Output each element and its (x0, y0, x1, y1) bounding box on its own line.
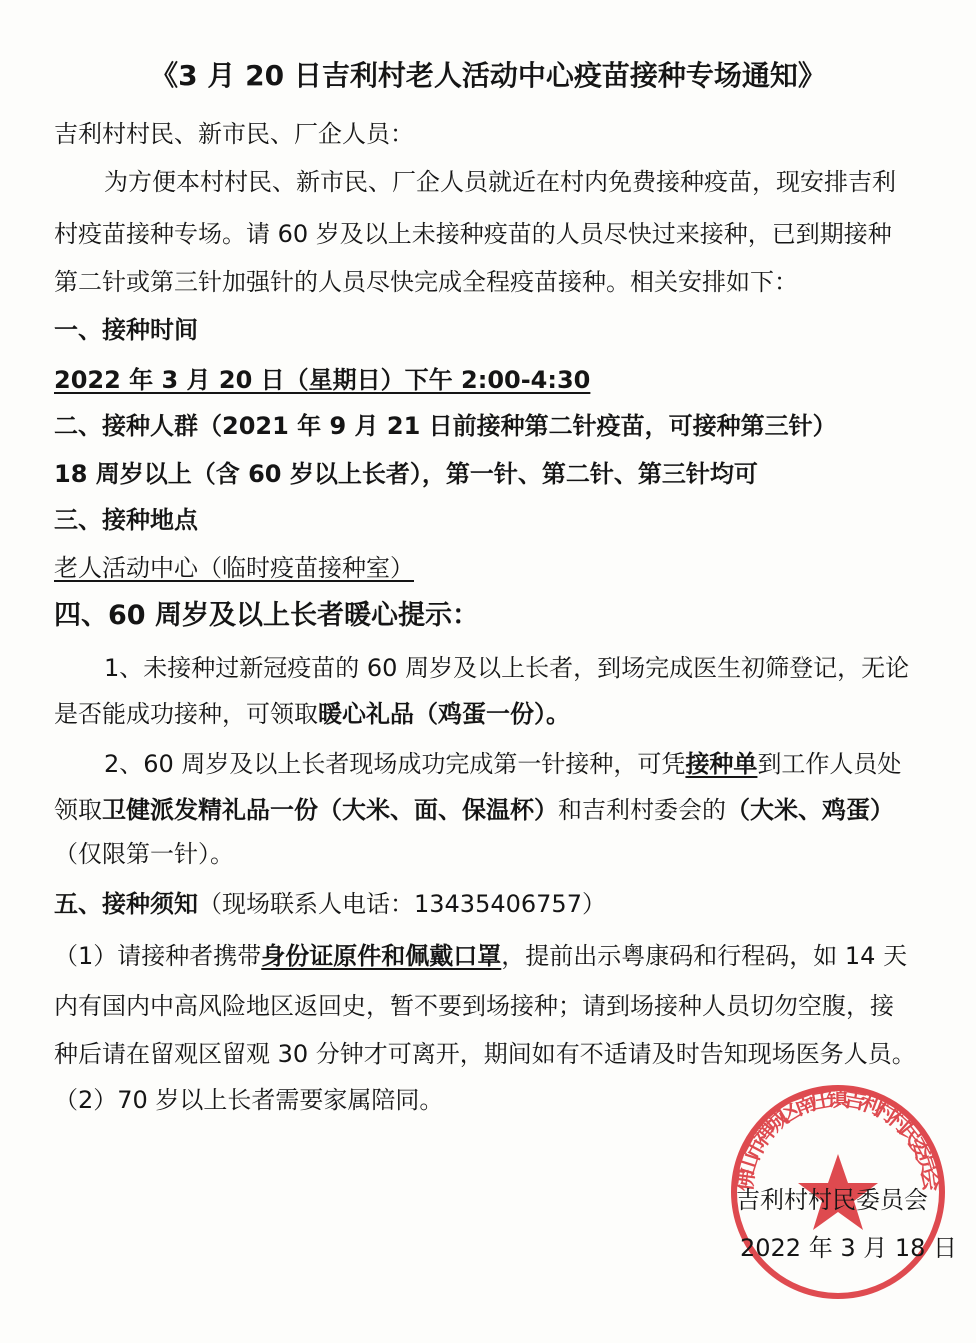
item2-text-d: 领取 (54, 796, 102, 824)
item2-text-c: 到工作人员处 (757, 750, 902, 778)
section2-heading-prefix: 二、接种人群 (54, 412, 198, 440)
item2-text-e: 和吉利村委会的 (558, 796, 726, 824)
section3-content: 老人活动中心（临时疫苗接种室） (54, 554, 414, 582)
contact-phone: （现场联系人电话：13435406757） (198, 890, 606, 918)
village-gift-label: （大米、鸡蛋） (726, 796, 894, 824)
note1-line2: 内有国内中高风险地区返回史，暂不要到场接种；请到场接种人员切勿空腹，接 (54, 992, 894, 1020)
section4-item1-line1: 1、未接种过新冠疫苗的 60 周岁及以上长者，到场完成医生初筛登记，无论 (104, 654, 910, 682)
section3-heading: 三、接种地点 (54, 506, 198, 534)
section5-heading-line (54, 888, 606, 920)
section2-heading-rest: （2021 年 9 月 21 日前接种第二针疫苗，可接种第三针） (198, 412, 837, 440)
intro-line-3: 第二针或第三针加强针的人员尽快完成全程疫苗接种。相关安排如下： (54, 268, 798, 296)
section4-item2-line3: （仅限第一针）。 (54, 840, 234, 868)
item2-text-a: 2、60 周岁及以上长者现场成功完成第一针接种，可凭 (104, 750, 686, 778)
id-and-mask-label: 身份证原件和佩戴口罩 (261, 942, 502, 970)
health-gift-label: 卫健派发精礼品一份（大米、面、保温杯） (102, 796, 558, 824)
note2: （2）70 岁以上长者需要家属陪同。 (54, 1086, 444, 1114)
warm-gift-label: 暖心礼品 (318, 700, 414, 728)
seal-text: 佛山市禅城区南庄镇吉利村村民委员会 (732, 1086, 944, 1193)
section2-heading (54, 410, 837, 442)
section4-item2-line1 (104, 748, 901, 780)
section4-item2-line2 (54, 794, 894, 826)
section4-heading: 四、60 周岁及以上长者暖心提示： (54, 600, 479, 631)
signature-date: 2022 年 3 月 18 日 (740, 1234, 958, 1262)
section5-heading: 五、接种须知 (54, 890, 198, 918)
note1-line1 (54, 940, 907, 972)
vaccination-slip-label: 接种单 (685, 750, 758, 778)
intro-line-2: 村疫苗接种专场。请 60 岁及以上未接种疫苗的人员尽快过来接种，已到期接种 (54, 220, 892, 248)
salutation: 吉利村村民、新市民、厂企人员： (54, 120, 414, 148)
page-title: 《3 月 20 日吉利村老人活动中心疫苗接种专场通知》 (150, 59, 826, 92)
signature-org: 吉利村村民委员会 (736, 1186, 928, 1214)
section4-item1-line2 (54, 698, 570, 730)
section1-content: 2022 年 3 月 20 日（星期日）下午 2:00-4:30 (54, 366, 591, 394)
note1-text-a: （1）请接种者携带 (54, 942, 262, 970)
note1-line3: 种后请在留观区留观 30 分钟才可离开，期间如有不适请及时告知现场医务人员。 (54, 1040, 916, 1068)
intro-line-1: 为方便本村村民、新市民、厂企人员就近在村内免费接种疫苗，现安排吉利 (104, 168, 896, 196)
section1-heading: 一、接种时间 (54, 316, 198, 344)
item1-text-a: 是否能成功接种，可领取 (54, 700, 318, 728)
section2-content: 18 周岁以上（含 60 岁以上长者），第一针、第二针、第三针均可 (54, 460, 758, 488)
item1-text-c: （鸡蛋一份）。 (414, 700, 570, 728)
note1-text-c: ，提前出示粤康码和行程码，如 14 天 (501, 942, 908, 970)
